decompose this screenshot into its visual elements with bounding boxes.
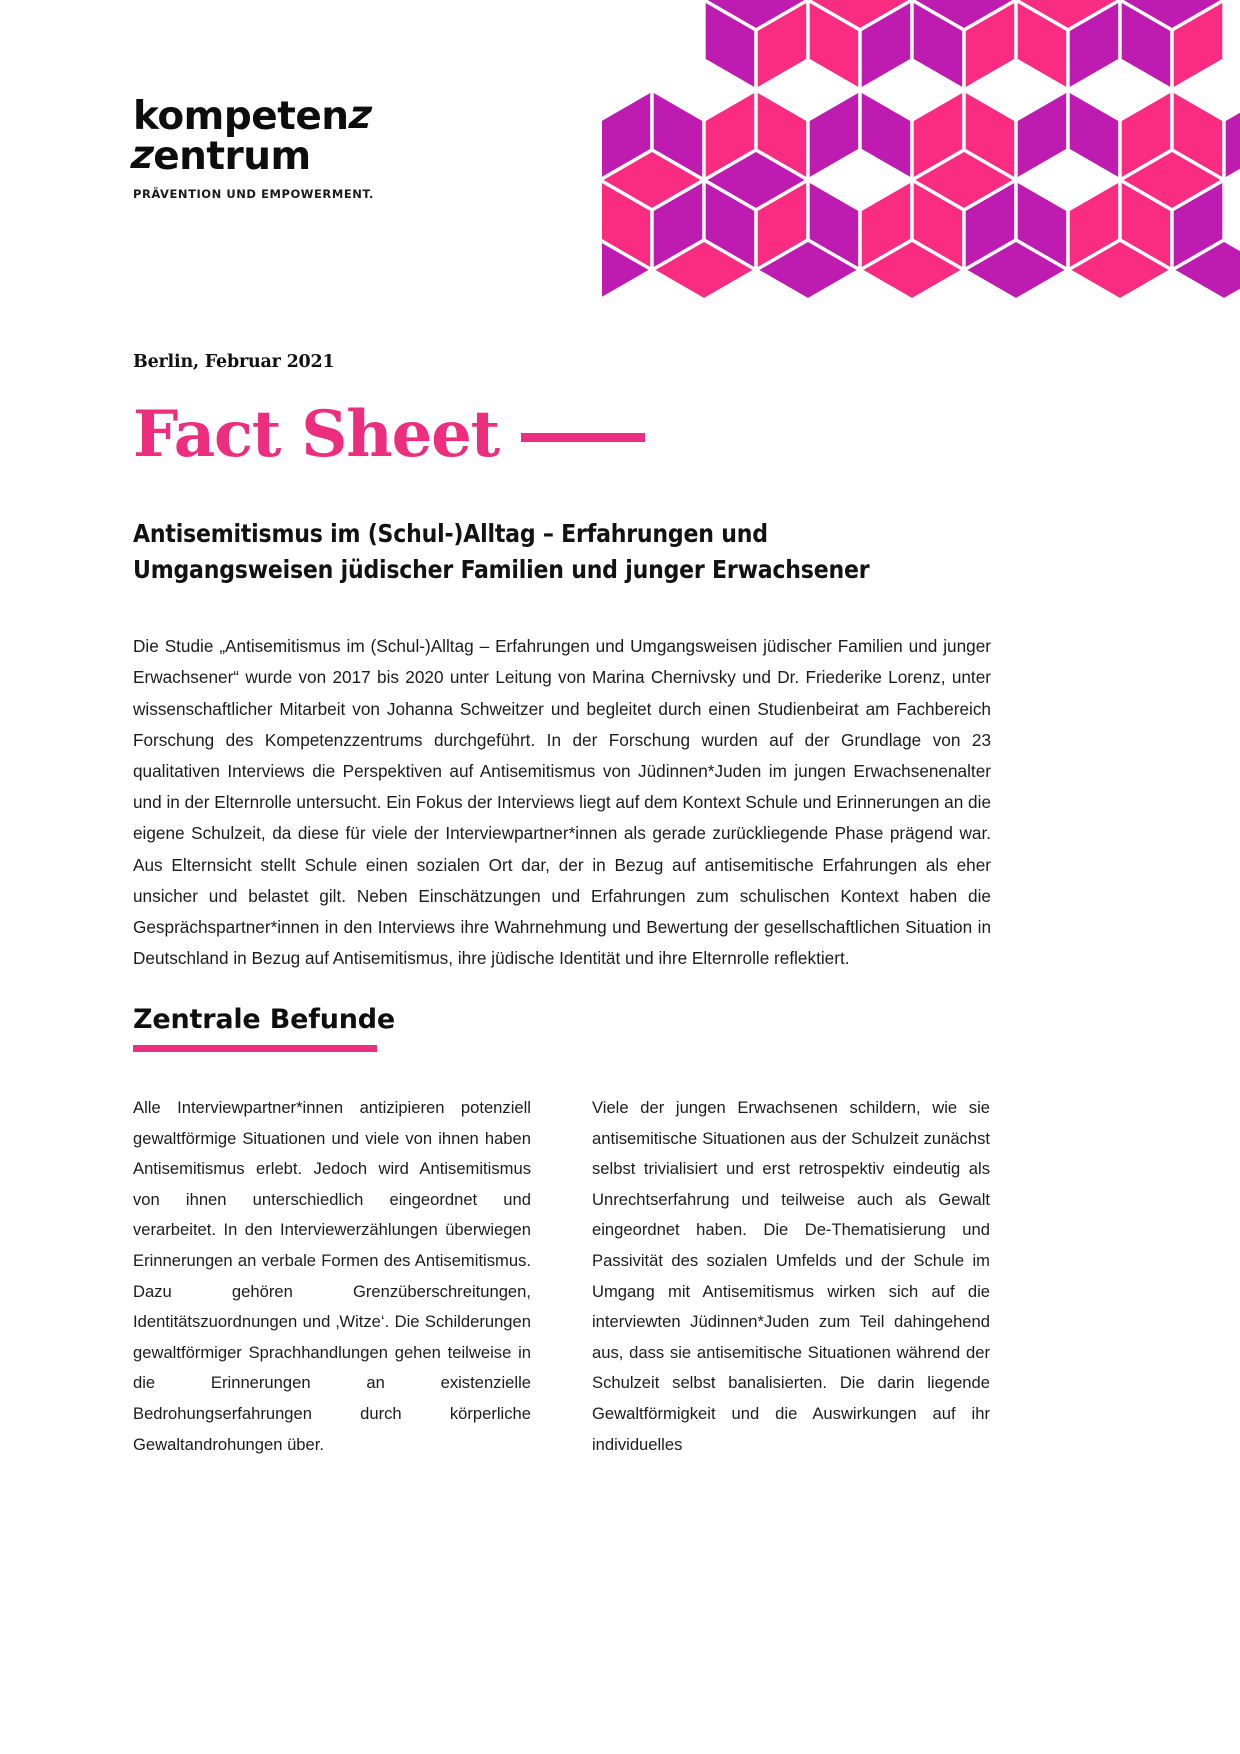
title-accent-rule — [521, 433, 645, 442]
header-decorative-pattern — [600, 0, 1240, 330]
section-accent-rule — [133, 1045, 377, 1052]
logo-slanted-z-top: z — [343, 93, 377, 138]
logo-line-zentrum — [125, 133, 433, 179]
section-zentrale-befunde — [133, 1003, 395, 1052]
page-title-text: Fact Sheet — [133, 397, 499, 472]
document-subtitle — [133, 516, 1013, 588]
page-title — [133, 398, 645, 472]
logo-text-entrum: entrum — [153, 134, 311, 179]
findings-column-left: Alle Interviewpartner*innen antizipieren potenziell gewaltförmige Situationen und viele von ihnen haben Antisemitismus erlebt. Jedoch wird Antisemitismus von ihnen unterschiedlich eingeordnet und verarbeitet. In den Interviewerzählungen überwiegen Erinnerungen an verbale Formen des Antisemitismus. Dazu gehören Grenzüberschreitungen, Identitätszuordnungen und ‚Witze‘. Die Schilderungen gewaltförmiger Sprachhandlungen gehen teilweise in die Erinnerungen an existenzielle Bedrohungserfahrungen durch körperliche Gewaltandrohungen über. — [133, 1098, 531, 1454]
organization-logo — [125, 93, 433, 201]
logo-slanted-z-bottom: z — [125, 133, 160, 178]
publication-date: Berlin, Februar 2021 — [133, 352, 335, 372]
intro-paragraph: Die Studie „Antisemitismus im (Schul-)Alltag – Erfahrungen und Umgangsweisen jüdischer Familien und junger Erwachsener“ wurde von 2017 bis 2020 unter Leitung von Marina Chernivsky und Dr. Friederike Lorenz, unter wissenschaftlicher Mitarbeit von Johanna Schweitzer und begleitet durch einen Studienbeirat am Fachbereich Forschung des Kompetenzzentrums durchgeführt. In der Forschung wurden auf der Grundlage von 23 qualitativen Interviews die Perspektiven auf Antisemitismus von Jüdinnen*Juden im jungen Erwachsenenalter und in der Elternrolle untersucht. Ein Fokus der Interviews liegt auf dem Kontext Schule und Erinnerungen an die eigene Schulzeit, da diese für viele der Interviewpartner*innen als gerade zurückliegende Phase prägend war. Aus Elternsicht stellt Schule einen sozialen Ort dar, der in Bezug auf antisemitische Erfahrungen als eher unsicher und belastet gilt. Neben Einschätzungen und Erfahrungen zum schulischen Kontext haben die Gesprächspartner*innen in den Interviews ihre Wahrnehmung und Bewertung der gesellschaftlichen Situation in Deutschland in Bezug auf Antisemitismus, ihre jüdische Identität und ihre Elternrolle reflektiert. — [133, 636, 991, 969]
logo-tagline: PRÄVENTION UND EMPOWERMENT. — [133, 187, 374, 201]
isometric-cube-pattern-svg — [600, 0, 1240, 330]
findings-two-column-body — [133, 1093, 991, 1460]
logo-text-kompeten: kompeten — [133, 94, 349, 139]
section-heading-text: Zentrale Befunde — [133, 1004, 396, 1035]
subtitle-line-2: Umgangsweisen jüdischer Familien und junger Erwachsener — [133, 555, 870, 584]
logo-line-kompetenz — [133, 93, 433, 139]
findings-column-right: Viele der jungen Erwachsenen schildern, wie sie antisemitische Situationen aus der Schulzeit zunächst selbst trivialisiert und erst retrospektiv eindeutig als Unrechtserfahrung und teilweise auch als Gewalt eingeordnet haben. Die De-Thematisierung und Passivität des sozialen Umfelds und der Schule im Umgang mit Antisemitismus wirken sich auf die interviewten Jüdinnen*Juden zum Teil dahingehend aus, dass sie antisemitische Situationen während der Schulzeit selbst banalisierten. Die darin liegende Gewaltförmigkeit und die Auswirkungen auf ihr individuelles — [592, 1098, 990, 1454]
subtitle-line-1: Antisemitismus im (Schul-)Alltag – Erfahrungen und — [133, 519, 768, 548]
